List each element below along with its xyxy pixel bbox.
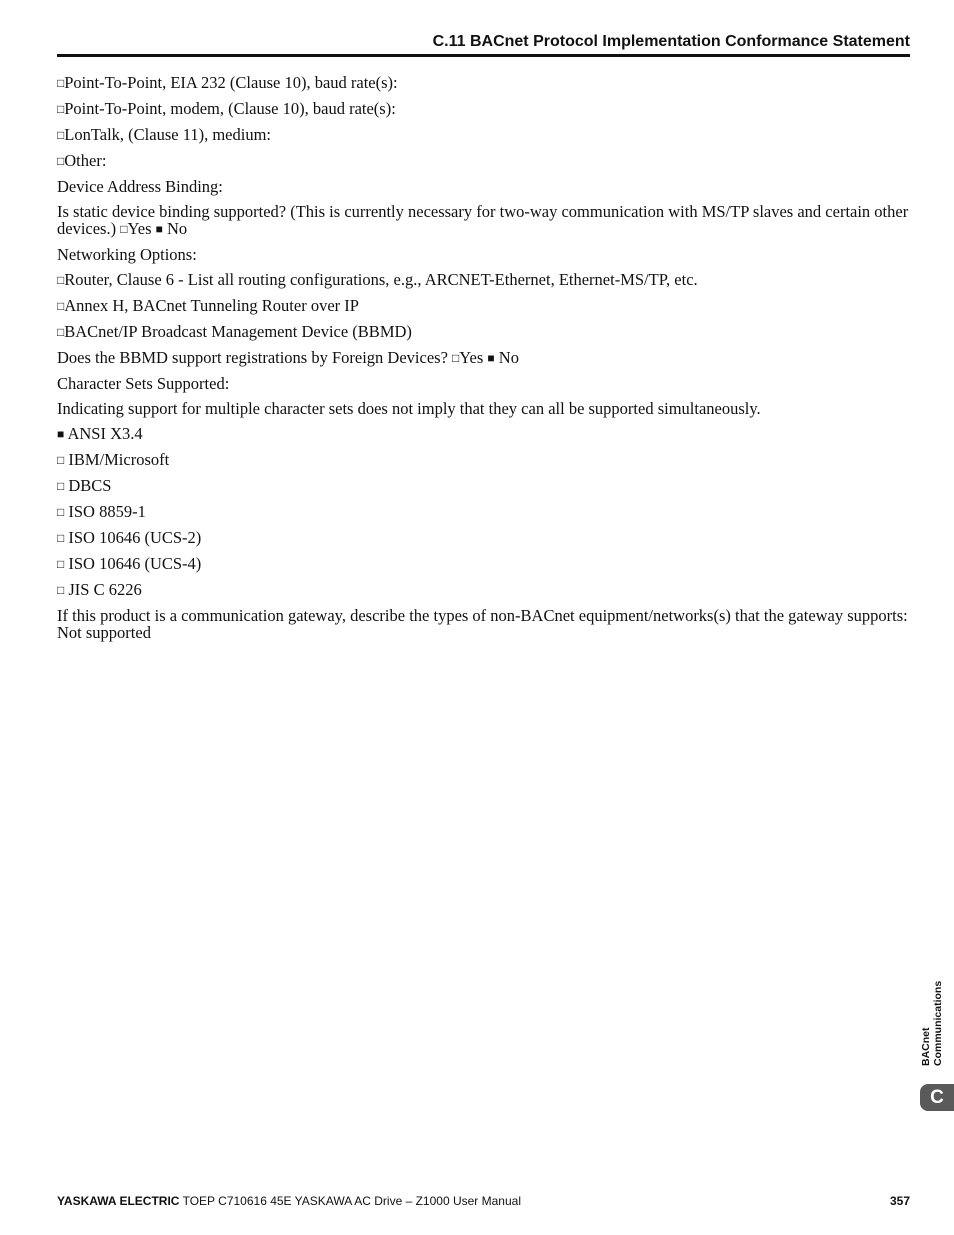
charset-item: □ ISO 8859-1 — [57, 502, 146, 521]
side-tab-label-line2: Communications — [932, 980, 944, 1066]
unchecked-box-icon: □ — [57, 557, 65, 571]
charset-item: ■ ANSI X3.4 — [57, 424, 143, 443]
option-bbmd: □BACnet/IP Broadcast Management Device (BBMD) — [57, 322, 412, 341]
option-ptp-eia232: □Point-To-Point, EIA 232 (Clause 10), baud rate(s): — [57, 73, 398, 92]
charset-item: □ ISO 10646 (UCS-4) — [57, 554, 202, 573]
option-ptp-modem: □Point-To-Point, modem, (Clause 10), baud rate(s): — [57, 99, 396, 118]
checked-box-icon: ■ — [487, 351, 495, 365]
heading-networking-options: Networking Options: — [57, 245, 197, 264]
charset-item: □ IBM/Microsoft — [57, 450, 170, 469]
unchecked-box-icon: □ — [57, 505, 65, 519]
unchecked-box-icon: □ — [57, 128, 65, 142]
footer-brand: YASKAWA ELECTRIC — [57, 1194, 180, 1208]
page-footer — [57, 1194, 910, 1208]
charsets-note: Indicating support for multiple character sets does not imply that they can all be supported simultaneously. — [57, 399, 761, 418]
unchecked-box-icon: □ — [57, 102, 65, 116]
footer-doc: TOEP C710616 45E YASKAWA AC Drive – Z1000 User Manual — [182, 1194, 521, 1208]
heading-charsets: Character Sets Supported: — [57, 374, 230, 393]
unchecked-box-icon: □ — [57, 479, 65, 493]
unchecked-box-icon: □ — [57, 273, 65, 287]
unchecked-box-icon: □ — [57, 531, 65, 545]
charset-item: □ ISO 10646 (UCS-2) — [57, 528, 202, 547]
side-tab-label-line1: BACnet — [920, 1027, 932, 1066]
unchecked-box-icon: □ — [120, 222, 128, 236]
static-binding-question: Is static device binding supported? (This is currently necessary for two-way communication with MS/TP slaves and certain other devices.) □Yes ■ No — [57, 202, 909, 238]
bbmd-question: Does the BBMD support registrations by Foreign Devices? □Yes ■ No — [57, 348, 519, 367]
header-rule — [57, 54, 910, 57]
checked-box-icon: ■ — [155, 222, 163, 236]
unchecked-box-icon: □ — [452, 351, 460, 365]
page-number: 357 — [889, 1194, 910, 1208]
charset-item: □ DBCS — [57, 476, 112, 495]
unchecked-box-icon: □ — [57, 76, 65, 90]
option-router: □Router, Clause 6 - List all routing configurations, e.g., ARCNET-Ethernet, Ethernet-MS/TP, etc. — [57, 270, 698, 289]
unchecked-box-icon: □ — [57, 325, 65, 339]
unchecked-box-icon: □ — [57, 154, 65, 168]
gateway-statement: If this product is a communication gateway, describe the types of non-BACnet equipment/networks(s) that the gateway supports: Not supported — [57, 606, 908, 642]
side-tab-label — [920, 981, 944, 1066]
option-other: □Other: — [57, 151, 107, 170]
option-lontalk: □LonTalk, (Clause 11), medium: — [57, 125, 271, 144]
unchecked-box-icon: □ — [57, 299, 65, 313]
heading-device-address-binding: Device Address Binding: — [57, 177, 223, 196]
checked-box-icon: ■ — [57, 427, 65, 441]
section-title: C.11 BACnet Protocol Implementation Conformance Statement — [432, 33, 910, 50]
charset-item: □ JIS C 6226 — [57, 580, 142, 599]
pics-content — [57, 74, 909, 649]
option-annex-h: □Annex H, BACnet Tunneling Router over IP — [57, 296, 359, 315]
side-tab-letter: C — [920, 1084, 954, 1111]
unchecked-box-icon: □ — [57, 583, 65, 597]
unchecked-box-icon: □ — [57, 453, 65, 467]
